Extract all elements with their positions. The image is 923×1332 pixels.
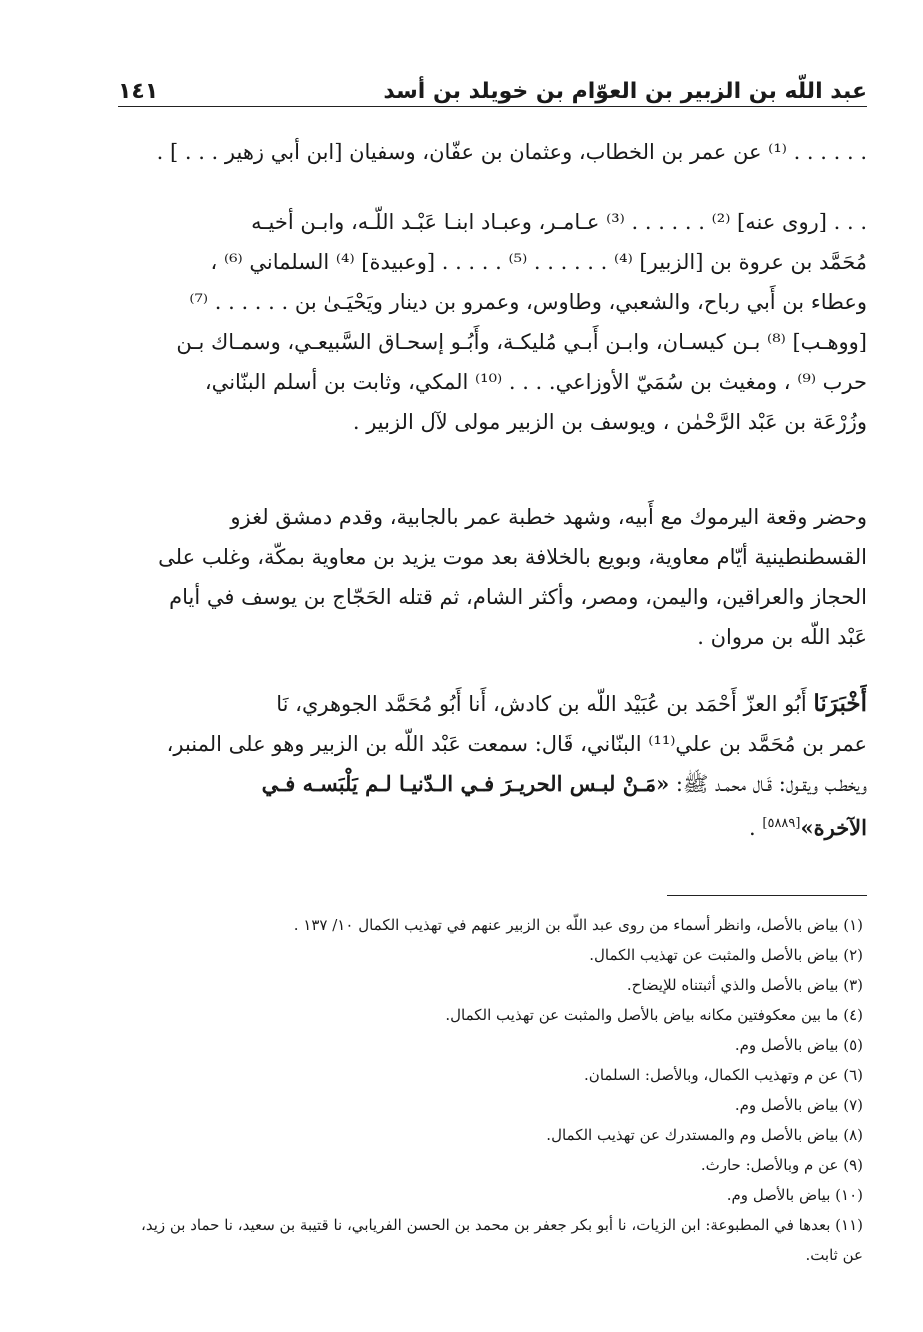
footnote-separator: [667, 895, 867, 896]
text-line: القسطنطينية أيّام معاوية، وبويع بالخلافة بعد موت يزيد بن معاوية بمكّة، وغلب على: [158, 545, 867, 569]
footnote: (٥) بياض بالأصل وم.: [734, 1036, 863, 1054]
text-line: وزُرْعَة بن عَبْد الرَّحْمٰن ، ويوسف بن الزبير مولى لآل الزبير .: [352, 410, 867, 434]
footnote: (٧) بياض بالأصل وم.: [734, 1096, 863, 1114]
text-line: وحضر وقعة اليرموك مع أَبيه، وشهد خطبة عمر بالجابية، وقدم دمشق لغزو: [230, 505, 867, 529]
text-line: . . . [روى عنه] ⁽²⁾ . . . . . . ⁽³⁾ عـامـر، وعبـاد ابنـا عَبْـد اللّـه، وابـن أخيـه: [251, 210, 867, 234]
hadith-text-end: الآخرة»: [800, 815, 867, 840]
text-line: . . . . . . ⁽¹⁾ عن عمر بن الخطاب، وعثمان بن عفّان، وسفيان [ابن أبي زهير . . . ] .: [156, 140, 867, 164]
running-title: عبد اللّه بن الزبير بن العوّام بن خويلد بن أسد: [383, 79, 867, 104]
text-line: [118, 804, 867, 844]
text-line: عمر بن مُحَمَّد بن علي⁽¹¹⁾ البنّاني، قَال: سمعت عَبْد اللّه بن الزبير وهو على المنبر،: [166, 732, 867, 756]
paragraph-biography: [118, 497, 867, 657]
text-line: [118, 764, 867, 804]
header-rule: [118, 106, 867, 107]
page-number: ١٤١: [118, 79, 159, 104]
text-line: [118, 684, 867, 724]
text-line: وعطاء بن أَبي رباح، والشعبي، وطاوس، وعمرو بن دينار ويَحْيَـىٰ بن . . . . . . ⁽⁷⁾: [189, 290, 867, 314]
hadith-intro: ويخطـب ويقـول: قَـال محمـد ﷺ:: [675, 772, 867, 796]
paragraph-hadith: [118, 684, 867, 844]
text-line: [ووهـب] ⁽⁸⁾ بـن كيسـان، وابـن أَبـي مُليكـة، وأَبُـو إسحـاق السَّبيعـي، وسمـاك بـن: [176, 330, 867, 354]
footnote: (٨) بياض بالأصل وم والمستدرك عن تهذيب الكمال.: [546, 1126, 863, 1144]
chain-text: أَبُو العزّ أَحْمَد بن عُبَيْد اللّه بن كادش، أَنا أَبُو مُحَمَّد الجوهري، نَا: [276, 692, 807, 716]
footnote: (٩) عن م وبالأصل: حارث.: [700, 1156, 863, 1174]
text-line: عَبْد اللّه بن مروان .: [697, 625, 867, 649]
footnote: (١) بياض بالأصل، وانظر أسماء من روى عبد اللّه بن الزبير عنهم في تهذيب الكمال ١٠/ ١٣٧ .: [293, 916, 863, 934]
footnotes: [118, 910, 863, 1270]
paragraph-narrated-from: [118, 132, 867, 172]
footnote: (٦) عن م وتهذيب الكمال، وبالأصل: السلمان.: [584, 1066, 863, 1084]
footnote: (٤) ما بين معكوفتين مكانه بياض بالأصل والمثبت عن تهذيب الكمال.: [445, 1006, 863, 1024]
hadith-text: «مَـنْ لبـس الحريـرَ فـي الـدّنيـا لـم يَلْبَسـه فـي: [261, 771, 670, 796]
text-line: الحجاز والعراقين، واليمن، ومصر، وأكثر الشام، ثم قتله الحَجّاج بن يوسف في أيام: [169, 585, 867, 609]
text-line: مُحَمَّد بن عروة بن [الزبير] ⁽⁴⁾ . . . . . . ⁽⁵⁾ . . . . . [وعبيدة] ⁽⁴⁾ السلماني ⁽⁶⁾ ،: [210, 250, 867, 274]
footnote: (٣) بياض بالأصل والذي أثبتناه للإيضاح.: [626, 976, 863, 994]
footnote: (٢) بياض بالأصل والمثبت عن تهذيب الكمال.: [589, 946, 863, 964]
akhbarana-word: أَخْبَرَنَا: [813, 690, 867, 717]
paragraph-narrators: [118, 202, 867, 442]
footnote: (١٠) بياض بالأصل وم.: [726, 1186, 863, 1204]
hadith-number: [٥٨٨٩]: [762, 816, 801, 831]
running-header: [118, 68, 867, 104]
footnote: (١١) بعدها في المطبوعة: ابن الزيات، نا أبو بكر جعفر بن محمد بن الحسن الفريابي، نا قتيبة بن سعيد، نا حماد بن زيد، عن ثابت.: [140, 1216, 863, 1264]
text-line: حرب ⁽⁹⁾ ، ومغيث بن سُمَيّ الأوزاعي. . . . ⁽¹⁰⁾ المكي، وثابت بن أسلم البنّاني،: [204, 370, 867, 394]
full-stop: .: [749, 816, 756, 840]
